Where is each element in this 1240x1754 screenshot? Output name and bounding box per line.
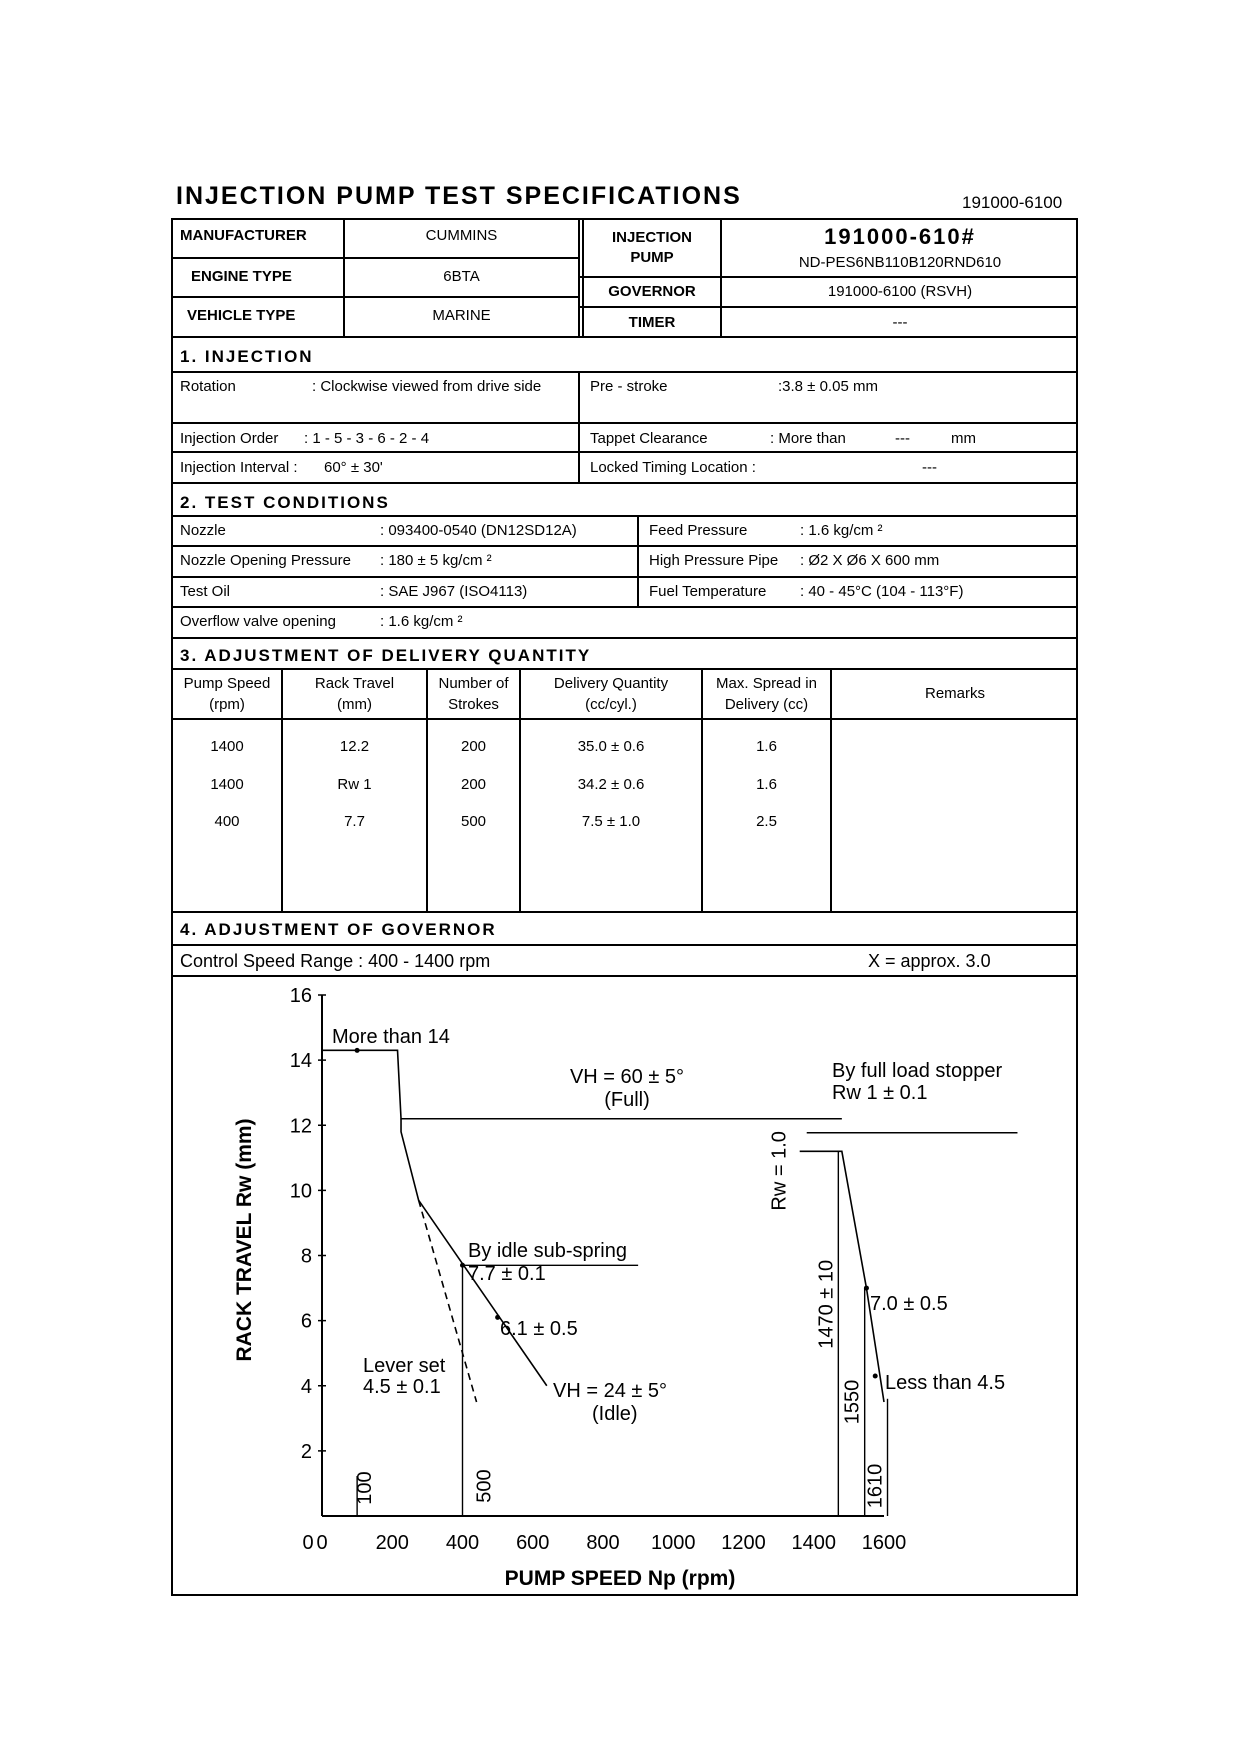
- annotation-vh-full-label: (Full): [604, 1089, 650, 1111]
- nozzle-opening-pressure-label: Nozzle Opening Pressure: [180, 552, 351, 569]
- divider: [830, 668, 832, 911]
- governor-value: 191000-6100 (RSVH): [827, 283, 973, 300]
- locked-timing-label: Locked Timing Location :: [590, 459, 756, 476]
- overflow-valve-label: Overflow valve opening: [180, 613, 336, 630]
- marker-label-1550: 1550: [841, 1379, 864, 1425]
- marker-label-500: 500: [473, 1469, 496, 1503]
- prestroke-value: :3.8 ± 0.05 mm: [778, 378, 878, 395]
- fuel-temperature-label: Fuel Temperature: [649, 583, 767, 600]
- governor-label: GOVERNOR: [608, 283, 696, 300]
- y-tick-label: 14: [289, 1050, 312, 1073]
- annotation-more-than-14: More than 14: [332, 1026, 450, 1048]
- marker-label-1610: 1610: [864, 1463, 887, 1509]
- divider: [171, 944, 1078, 946]
- table-cell: 12.2: [339, 738, 370, 755]
- y-tick-label: 2: [300, 1440, 312, 1463]
- divider: [171, 668, 1078, 670]
- x-tick-label: 1200: [721, 1532, 766, 1554]
- y-axis-label: RACK TRAVEL Rw (mm): [233, 1118, 256, 1362]
- tappet-clearance-dash: ---: [895, 430, 910, 447]
- chart-series-line: [800, 1151, 884, 1402]
- annotation-idle-sub-value: 7.7 ± 0.1: [468, 1263, 546, 1285]
- column-header-max-spread: Max. Spread in Delivery (cc): [716, 675, 817, 713]
- nozzle-opening-pressure-value: : 180 ± 5 kg/cm ²: [380, 552, 492, 569]
- annotation-point: [873, 1373, 878, 1378]
- injection-pump-label: PUMP: [630, 249, 674, 266]
- x-tick-label: 600: [516, 1532, 550, 1554]
- table-cell: 200: [460, 738, 487, 755]
- timer-value: ---: [892, 314, 908, 331]
- divider: [171, 606, 1078, 608]
- table-cell: 7.7: [344, 813, 365, 830]
- injection-order-value: : 1 - 5 - 3 - 6 - 2 - 4: [304, 430, 430, 447]
- annotation-point: [864, 1286, 869, 1291]
- injection-interval-label: Injection Interval :: [180, 459, 298, 476]
- rotation-label: Rotation: [180, 378, 236, 395]
- x-tick-label: 1400: [791, 1532, 836, 1554]
- column-header-pump-speed: Pump Speed (rpm): [183, 675, 271, 713]
- divider: [171, 718, 1078, 720]
- marker-label-1470: 1470 ± 10: [815, 1259, 838, 1349]
- divider: [171, 422, 1078, 424]
- engine-type-label: ENGINE TYPE: [191, 268, 292, 285]
- annotation-point: [355, 1048, 360, 1053]
- pump-model: ND-PES6NB110B120RND610: [798, 254, 1002, 271]
- divider: [171, 576, 1078, 578]
- y-tick-label: 10: [289, 1180, 312, 1203]
- feed-pressure-value: : 1.6 kg/cm ²: [800, 522, 883, 539]
- divider: [171, 911, 1078, 913]
- vehicle-type-value: MARINE: [432, 307, 491, 324]
- table-cell: 400: [214, 813, 240, 830]
- tappet-clearance-unit: mm: [951, 430, 976, 447]
- timer-label: TIMER: [628, 314, 676, 331]
- x-tick-label: 1000: [651, 1532, 696, 1554]
- divider: [171, 637, 1078, 639]
- annotation-7-0: 7.0 ± 0.5: [870, 1293, 948, 1315]
- column-header-rack-travel: Rack Travel (mm): [314, 675, 395, 713]
- y-tick-label: 6: [300, 1310, 312, 1333]
- column-header-remarks: Remarks: [924, 685, 985, 702]
- test-oil-label: Test Oil: [180, 583, 231, 600]
- table-cell: 1.6: [756, 738, 777, 755]
- section-test-conditions-heading: 2. TEST CONDITIONS: [180, 493, 390, 512]
- annotation-vh-idle: VH = 24 ± 5°: [553, 1380, 668, 1402]
- divider: [171, 545, 1078, 547]
- table-cell: 2.5: [756, 813, 777, 830]
- section-governor-heading: 4. ADJUSTMENT OF GOVERNOR: [180, 920, 497, 939]
- divider: [637, 515, 639, 606]
- y-tick-label: 4: [300, 1375, 312, 1398]
- divider: [171, 371, 1078, 373]
- column-header-delivery-quantity: Delivery Quantity (cc/cyl.): [553, 675, 669, 713]
- annotation-less-than-4-5: Less than 4.5: [885, 1372, 1006, 1394]
- divider: [171, 515, 1078, 517]
- section-delivery-heading: 3. ADJUSTMENT OF DELIVERY QUANTITY: [180, 646, 592, 665]
- table-cell: 500: [460, 813, 487, 830]
- divider: [578, 276, 1078, 278]
- injection-pump-label: INJECTION: [611, 229, 692, 246]
- x-approx-value: X = approx. 3.0: [868, 951, 991, 971]
- table-cell: 1.6: [756, 776, 777, 793]
- divider: [171, 336, 1078, 338]
- y-tick-label: 16: [289, 985, 312, 1007]
- table-cell: 200: [460, 776, 487, 793]
- chart-markers: [354, 1151, 887, 1516]
- table-cell: 35.0 ± 0.6: [577, 738, 645, 755]
- engine-type-value: 6BTA: [443, 268, 480, 285]
- table-cell: Rw 1: [337, 776, 372, 793]
- prestroke-label: Pre - stroke: [590, 378, 668, 395]
- rotation-value: : Clockwise viewed from drive side: [312, 378, 542, 395]
- annotation-6-1: 6.1 ± 0.5: [500, 1318, 578, 1340]
- chart-annotations: [332, 1026, 1005, 1425]
- divider: [171, 451, 1078, 453]
- divider: [171, 257, 578, 259]
- table-cell: 34.2 ± 0.6: [577, 776, 645, 793]
- injection-order-label: Injection Order: [180, 430, 279, 447]
- tappet-clearance-label: Tappet Clearance: [590, 430, 708, 447]
- governor-chart: [173, 977, 1076, 1594]
- injection-interval-value: 60° ± 30': [324, 459, 383, 476]
- annotation-full-load-value: Rw 1 ± 0.1: [832, 1082, 928, 1104]
- pump-number: 191000-610#: [824, 224, 976, 249]
- divider: [171, 482, 1078, 484]
- manufacturer-label: MANUFACTURER: [180, 227, 307, 244]
- divider: [578, 306, 1078, 308]
- annotation-full-load-stopper: By full load stopper: [832, 1060, 1003, 1082]
- divider: [578, 371, 580, 482]
- table-cell: 1400: [210, 776, 244, 793]
- locked-timing-value: ---: [922, 459, 937, 476]
- manufacturer-value: CUMMINS: [425, 227, 498, 244]
- annotation-vh-full: VH = 60 ± 5°: [569, 1066, 685, 1088]
- column-header-strokes: Number of Strokes: [438, 675, 509, 713]
- x-tick-label: 0: [316, 1532, 328, 1554]
- high-pressure-pipe-value: : Ø2 X Ø6 X 600 mm: [800, 552, 940, 569]
- y-tick-label: 12: [289, 1115, 312, 1138]
- document-title: INJECTION PUMP TEST SPECIFICATIONS: [176, 182, 742, 210]
- annotation-idle-sub-spring: By idle sub-spring: [468, 1240, 627, 1262]
- x-tick-label: 800: [586, 1532, 620, 1554]
- annotation-lever-set-value: 4.5 ± 0.1: [363, 1376, 441, 1398]
- x-tick-label: 0: [302, 1532, 314, 1554]
- test-oil-value: : SAE J967 (ISO4113): [380, 583, 528, 600]
- section-injection-heading: 1. INJECTION: [180, 347, 314, 366]
- marker-label-100: 100: [354, 1471, 377, 1505]
- vehicle-type-label: VEHICLE TYPE: [187, 307, 296, 324]
- nozzle-value: : 093400-0540 (DN12SD12A): [380, 522, 577, 539]
- annotation-rw: Rw = 1.0: [768, 1131, 791, 1211]
- x-axis-label: PUMP SPEED Np (rpm): [504, 1567, 736, 1590]
- x-tick-label: 1600: [861, 1532, 907, 1554]
- annotation-vh-idle-label: (Idle): [592, 1403, 638, 1425]
- feed-pressure-label: Feed Pressure: [649, 522, 748, 539]
- high-pressure-pipe-label: High Pressure Pipe: [649, 552, 779, 569]
- y-tick-label: 8: [300, 1245, 312, 1268]
- document-code: 191000-6100: [962, 193, 1063, 212]
- table-cell: 1400: [210, 738, 244, 755]
- x-tick-label: 200: [375, 1532, 409, 1554]
- control-speed-range: Control Speed Range : 400 - 1400 rpm: [180, 951, 491, 971]
- nozzle-label: Nozzle: [180, 522, 226, 539]
- x-tick-label: 400: [445, 1532, 480, 1554]
- divider: [171, 296, 578, 298]
- annotation-point: [460, 1263, 465, 1268]
- fuel-temperature-value: : 40 - 45°C (104 - 113°F): [800, 583, 964, 600]
- annotation-lever-set: Lever set: [363, 1355, 446, 1377]
- overflow-valve-value: : 1.6 kg/cm ²: [380, 613, 463, 630]
- tappet-clearance-value: : More than: [770, 430, 846, 447]
- table-cell: 7.5 ± 1.0: [581, 813, 641, 830]
